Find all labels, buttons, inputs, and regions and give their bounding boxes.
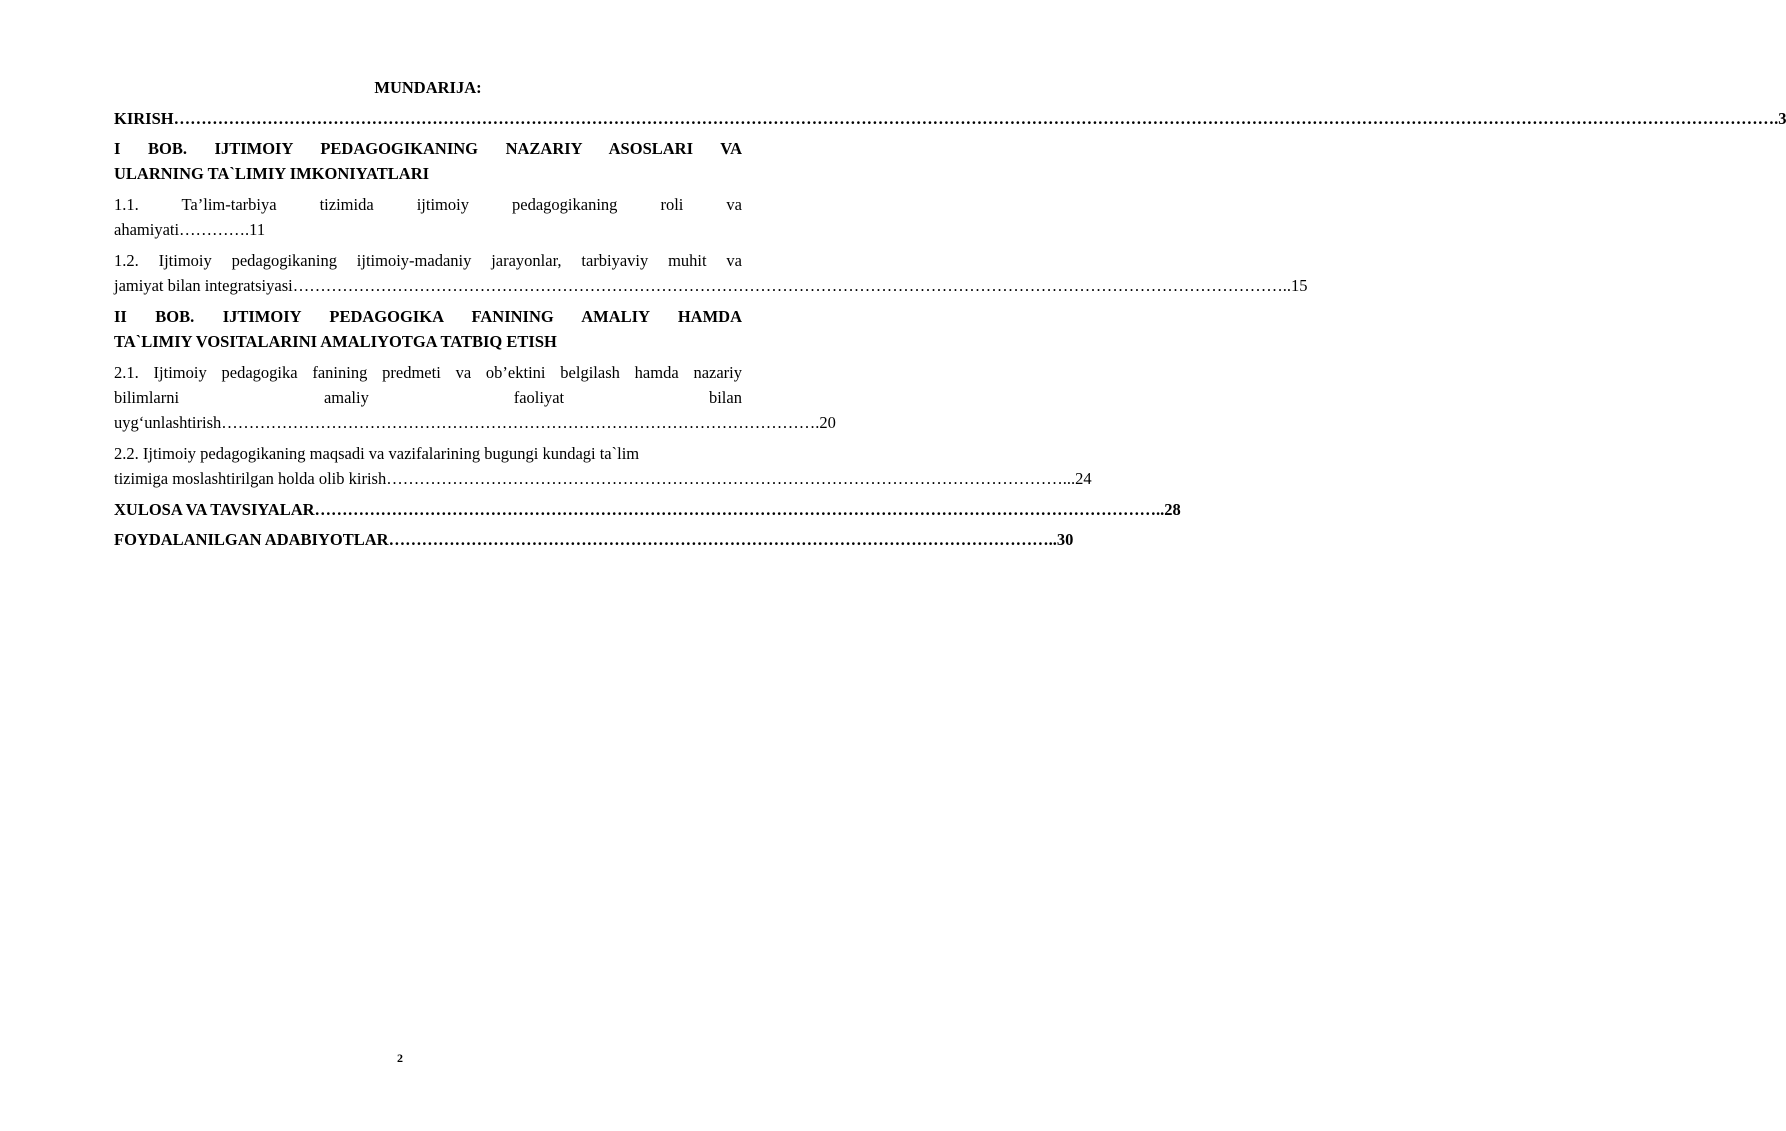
toc-section-2-1-line-2 [114, 385, 742, 410]
toc-section-1-1-line-1: 1.1. Ta’lim-tarbiya tizimida ijtimoiy pedagogikaning roli va [114, 195, 742, 214]
toc-section-2-2-line-2: tizimiga moslashtirilgan holda olib kirish……………………………………………………………………………………………………………...24 [114, 469, 1092, 488]
toc-entry-xulosa[interactable] [114, 497, 1181, 522]
toc-title: MUNDARIJA: [374, 78, 482, 97]
toc-section-1-2-line-2: jamiyat bilan integratsiyasi………………………………………………………………………………………………………………………………………………………………..15 [114, 276, 1308, 295]
toc-section-2-1-word: amaliy [323, 388, 369, 407]
toc-entry-kirish-text: KIRISH………………………………………………………………………………………………………………………………………………………………………………………………………………………………………………………………….3 [114, 109, 1786, 128]
toc-entry-section-2-1[interactable] [114, 360, 836, 435]
toc-chapter-1-line-2: ULARNING TA`LIMIY IMKONIYATLARI [114, 164, 430, 183]
toc-section-2-1-word: bilan [708, 388, 742, 407]
toc-section-2-1-line-1: 2.1. Ijtimoiy pedagogika fanining predmeti va ob’ektini belgilash hamda nazariy [114, 363, 742, 382]
toc-chapter-2-line-2: TA`LIMIY VOSITALARINI AMALIYOTGA TATBIQ ETISH [114, 332, 557, 351]
toc-section-2-1-word: faoliyat [513, 388, 565, 407]
toc-entry-chapter-1[interactable] [114, 136, 742, 186]
toc-entry-chapter-2[interactable] [114, 304, 742, 354]
toc-chapter-2-line-1: II BOB. IJTIMOIY PEDAGOGIKA FANINING AMALIY HAMDA [114, 307, 742, 326]
toc-entry-section-1-2[interactable] [114, 248, 1308, 298]
toc-section-1-2-line-1: 1.2. Ijtimoiy pedagogikaning ijtimoiy-madaniy jarayonlar, tarbiyaviy muhit va [114, 251, 742, 270]
toc-section-2-1-line-3: uyg‘unlashtirish……………………………………………………………………………………………….20 [114, 413, 836, 432]
toc-chapter-1-line-1: I BOB. IJTIMOIY PEDAGOGIKANING NAZARIY ASOSLARI VA [114, 139, 742, 158]
page-number: 2 [397, 1051, 403, 1065]
toc-section-1-1-line-2: ahamiyati………….11 [114, 220, 266, 239]
toc-entry-section-2-2[interactable] [114, 441, 1092, 491]
toc-entry-adabiyotlar-text: FOYDALANILGAN ADABIYOTLAR…………………………………………………………………………………………………………..30 [114, 530, 1074, 549]
toc-entry-kirish[interactable] [114, 106, 1786, 131]
table-of-contents [114, 76, 1786, 558]
toc-entry-section-1-1[interactable] [114, 192, 742, 242]
toc-entry-adabiyotlar[interactable] [114, 527, 1074, 552]
toc-section-2-2-line-1: 2.2. Ijtimoiy pedagogikaning maqsadi va vazifalarining bugungi kundagi ta`lim [114, 444, 640, 463]
toc-entry-xulosa-text: XULOSA VA TAVSIYALAR………………………………………………………………………………………………………………………………………..28 [114, 500, 1181, 519]
toc-section-2-1-word: bilimlarni [114, 388, 180, 407]
